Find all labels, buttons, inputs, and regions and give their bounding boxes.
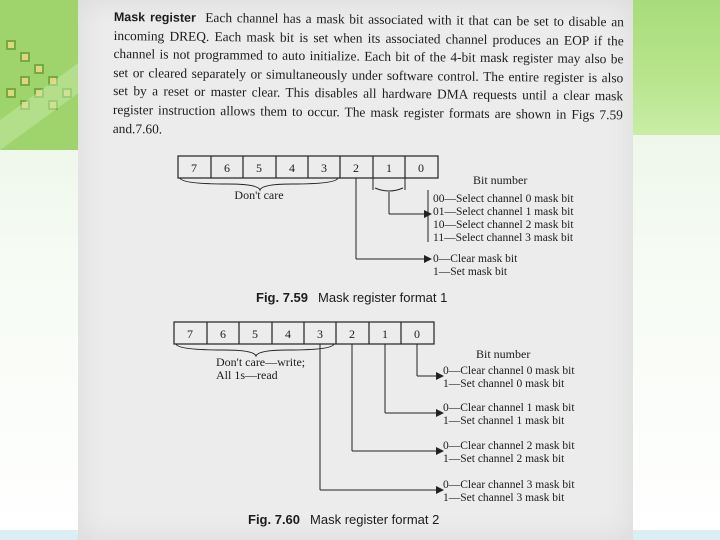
fig60-ch2-clear: 0—Clear channel 2 mask bit	[443, 440, 575, 452]
fig59-bit-5: 5	[256, 161, 262, 175]
fig60-ch0-clear: 0—Clear channel 0 mask bit	[443, 365, 575, 377]
fig60-bit-2: 2	[349, 327, 355, 341]
fig59-bit-cells	[178, 156, 438, 178]
scanned-textbook-page	[78, 0, 633, 540]
fig59-bit-3: 3	[321, 161, 327, 175]
fig60-caption-number: Fig. 7.60	[248, 512, 301, 527]
fig59-bit-number-label: Bit number	[473, 173, 528, 187]
fig59-select-line-2: 10—Select channel 2 mask bit	[433, 219, 574, 231]
fig59-dont-care-label: Don't care	[234, 188, 284, 202]
fig60-bit-7: 7	[187, 327, 193, 341]
fig59-mask-line-0: 0—Clear mask bit	[433, 253, 518, 265]
fig59-bit-0: 0	[418, 161, 424, 175]
fig60-ch1-clear: 0—Clear channel 1 mask bit	[443, 402, 575, 414]
fig59-leader-lines	[356, 178, 428, 259]
fig60-leader-lines	[320, 344, 438, 490]
fig59-bit-2: 2	[353, 161, 359, 175]
fig60-ch2-set: 1—Set channel 2 mask bit	[443, 453, 565, 465]
fig60-ch3-clear: 0—Clear channel 3 mask bit	[443, 479, 575, 491]
fig60-bit-number-label: Bit number	[476, 347, 531, 361]
fig59-bit-7: 7	[191, 161, 197, 175]
fig60-bit-0: 0	[414, 327, 420, 341]
fig59-bit-4: 4	[289, 161, 295, 175]
fig59-select-line-0: 00—Select channel 0 mask bit	[433, 193, 574, 205]
fig60-dont-care-line-2: All 1s—read	[216, 368, 278, 382]
fig59-select-line-3: 11—Select channel 3 mask bit	[433, 232, 574, 244]
fig60-bit-6: 6	[220, 327, 226, 341]
fig60-bit-4: 4	[285, 327, 291, 341]
figure-7-60	[78, 318, 633, 508]
fig59-select-line-1: 01—Select channel 1 mask bit	[433, 206, 574, 218]
figure-7-59	[78, 150, 633, 300]
fig59-mask-line-1: 1—Set mask bit	[433, 266, 508, 278]
fig60-bit-1: 1	[382, 327, 388, 341]
fig59-caption-text: Mask register format 1	[318, 290, 448, 305]
fig60-dont-care-line-1: Don't care—write;	[216, 355, 306, 369]
fig60-bit-5: 5	[252, 327, 258, 341]
paragraph-body: Each channel has a mask bit associated with it that can be set to disable an incoming DREQ. Each mask bit is set when its associated channel produces an EOP if the channel is not programmed to auto initialize. Each bit of the 4-bit mask register may also be set or cleared separately or simultaneously under software control. The entire register is also set by a reset or master clear. This disables all hardware DMA requests until a clear mask register instruction allows them to occur. The mask register formats are shown in Figs 7.59 and.7.60.	[112, 9, 624, 137]
fig60-ch0-set: 1—Set channel 0 mask bit	[443, 378, 565, 390]
fig60-bit-3: 3	[317, 327, 323, 341]
fig60-caption	[248, 512, 439, 527]
fig60-bit-cells	[174, 322, 434, 344]
fig60-ch1-set: 1—Set channel 1 mask bit	[443, 415, 565, 427]
fig59-caption-number: Fig. 7.59	[256, 290, 309, 305]
fig60-caption-text: Mask register format 2	[310, 512, 440, 527]
fig59-bit-6: 6	[224, 161, 230, 175]
fig59-caption	[256, 290, 447, 305]
fig60-arrowheads	[436, 372, 444, 494]
paragraph-heading: Mask register	[113, 9, 196, 25]
mask-register-paragraph	[113, 8, 624, 143]
fig60-ch3-set: 1—Set channel 3 mask bit	[443, 492, 565, 504]
fig59-bit-1: 1	[386, 161, 392, 175]
